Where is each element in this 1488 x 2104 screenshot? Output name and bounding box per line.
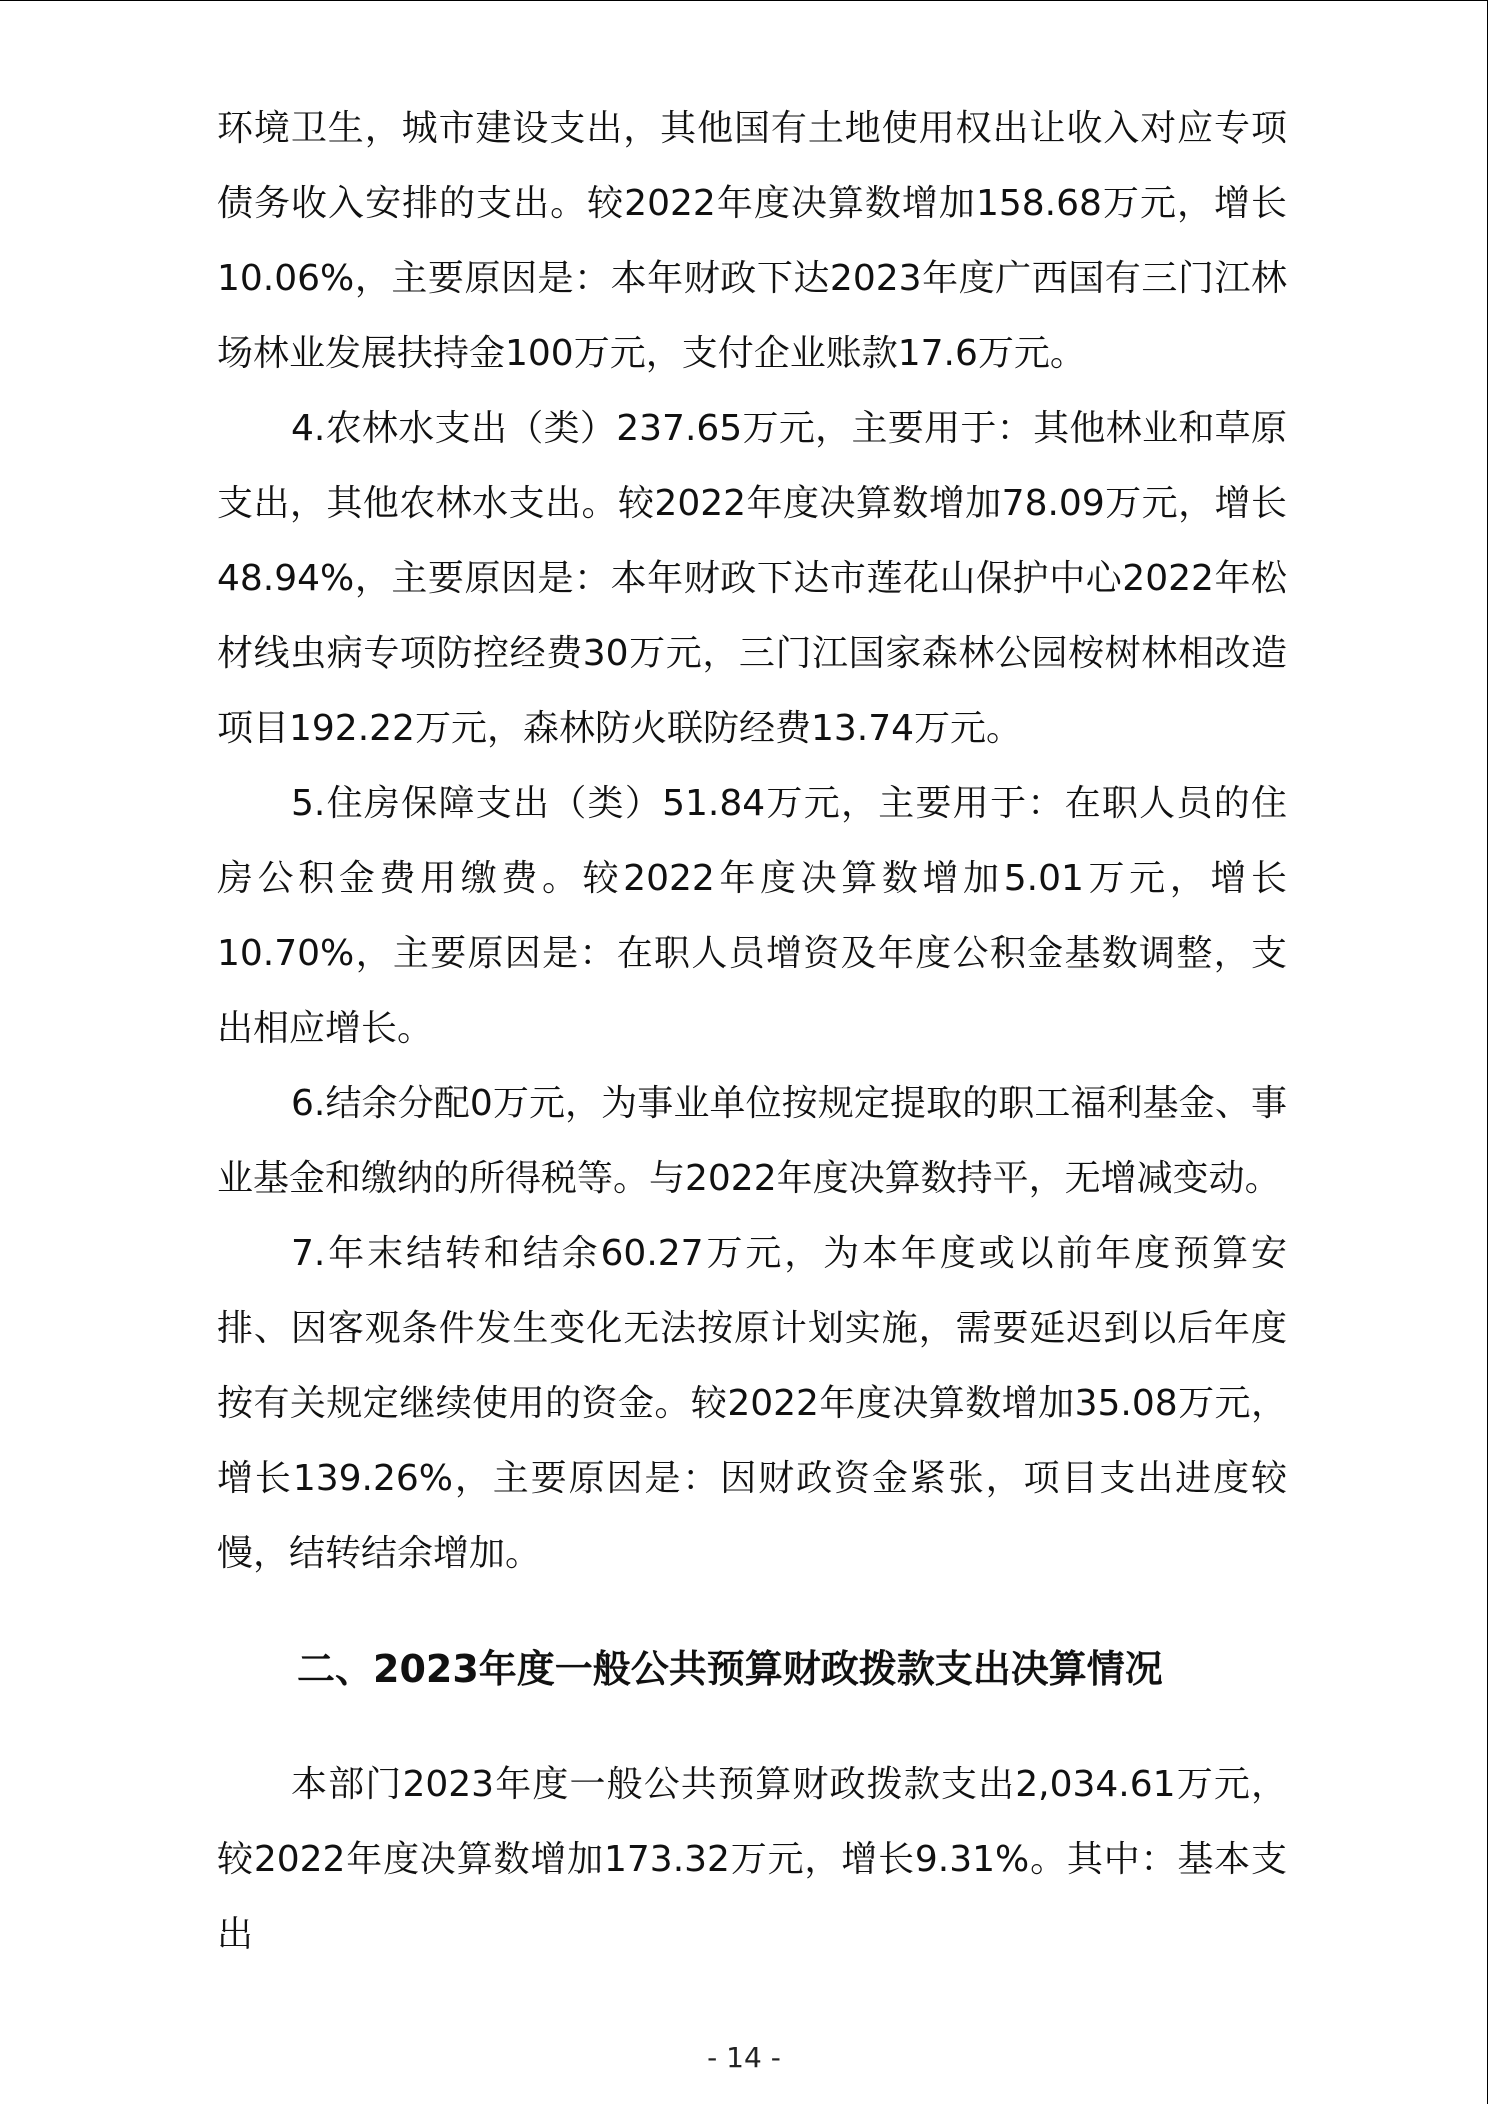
paragraph-general-budget: 本部门2023年度一般公共预算财政拨款支出2,034.61万元，较2022年度决算数增加173.32万元，增长9.31%。其中：基本支出 (217, 1764, 1287, 1955)
page-number: - 14 - (707, 2041, 781, 2074)
paragraph-continuation: 环境卫生，城市建设支出，其他国有土地使用权出让收入对应专项债务收入安排的支出。较2022年度决算数增加158.68万元，增长10.06%，主要原因是：本年财政下达2023年度广西国有三门江林场林业发展扶持金100万元，支付企业账款17.6万元。 (217, 108, 1287, 374)
section-heading: 二、2023年度一般公共预算财政拨款支出决算情况 (297, 1647, 1163, 1691)
paragraph-housing-security: 5.住房保障支出（类）51.84万元，主要用于：在职人员的住房公积金费用缴费。较2022年度决算数增加5.01万元，增长10.70%，主要原因是：在职人员增资及年度公积金基数调整，支出相应增长。 (217, 783, 1287, 1049)
page-content (217, 91, 1287, 1972)
paragraph-surplus-distribution: 6.结余分配0万元，为事业单位按规定提取的职工福利基金、事业基金和缴纳的所得税等。与2022年度决算数持平，无增减变动。 (217, 1083, 1287, 1199)
paragraph-year-end-carryover: 7.年末结转和结余60.27万元，为本年度或以前年度预算安排、因客观条件发生变化无法按原计划实施，需要延迟到以后年度按有关规定继续使用的资金。较2022年度决算数增加35.08万元，增长139.26%，主要原因是：因财政资金紧张，项目支出进度较慢，结转结余增加。 (217, 1233, 1287, 1574)
paragraph-agriculture-forestry-water: 4.农林水支出（类）237.65万元，主要用于：其他林业和草原支出，其他农林水支出。较2022年度决算数增加78.09万元，增长48.94%，主要原因是：本年财政下达市莲花山保护中心2022年松材线虫病专项防控经费30万元，三门江国家森林公园桉树林相改造项目192.22万元，森林防火联防经费13.74万元。 (217, 408, 1287, 749)
